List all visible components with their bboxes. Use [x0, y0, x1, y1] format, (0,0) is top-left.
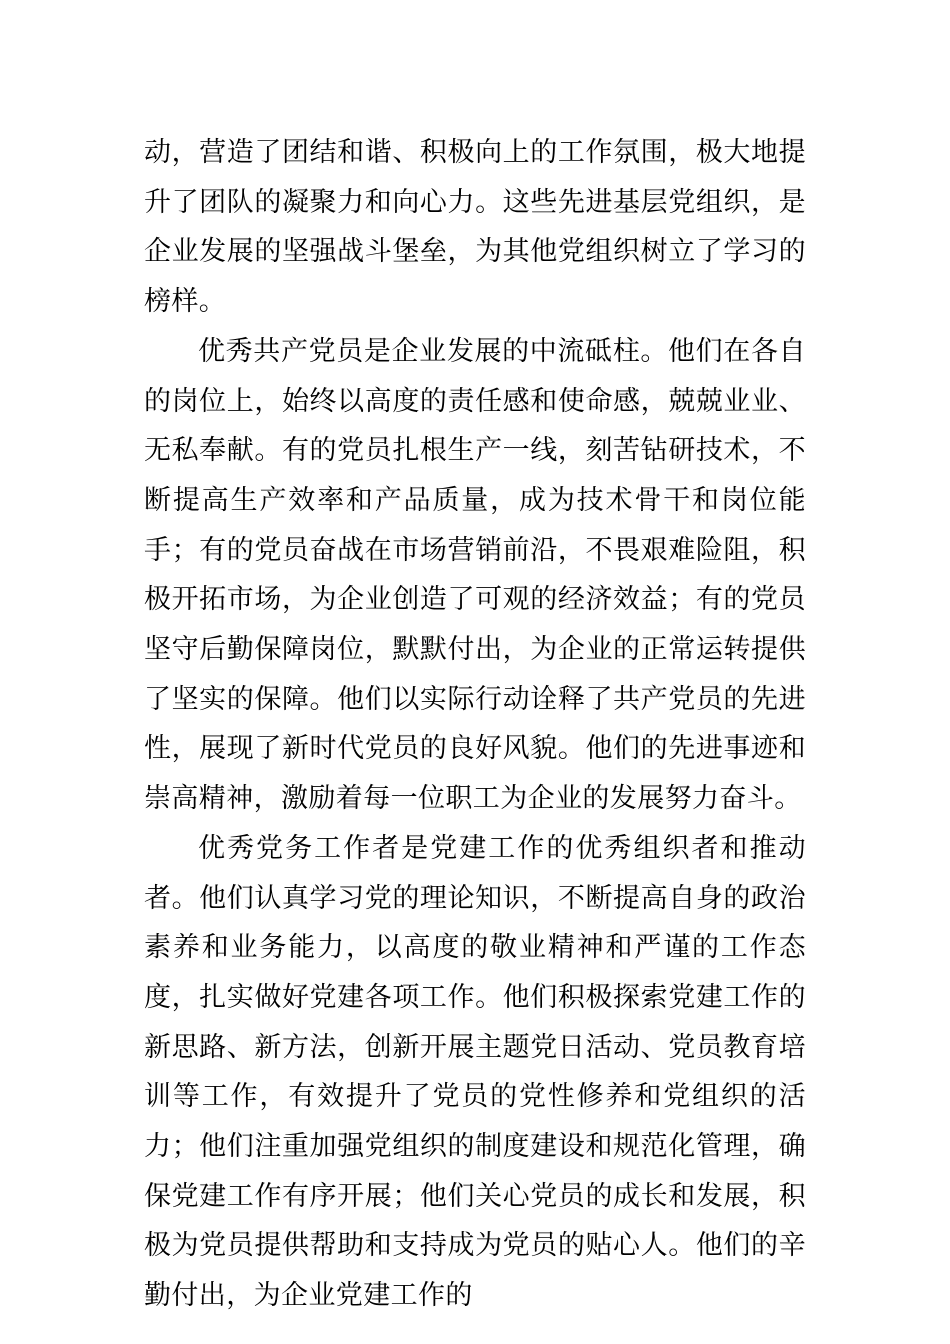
document-body: [144, 128, 806, 1321]
paragraph-outstanding-party-members: 优秀共产党员是企业发展的中流砥柱。他们在各自的岗位上，始终以高度的责任感和使命感，兢兢业业、无私奉献。有的党员扎根生产一线，刻苦钻研技术，不断提高生产效率和产品质量，成为技术骨干和岗位能手；有的党员奋战在市场营销前沿，不畏艰难险阻，积极开拓市场，为企业创造了可观的经济效益；有的党员坚守后勤保障岗位，默默付出，为企业的正常运转提供了坚实的保障。他们以实际行动诠释了共产党员的先进性，展现了新时代党员的良好风貌。他们的先进事迹和崇高精神，激励着每一位职工为企业的发展努力奋斗。: [144, 335, 806, 815]
paragraph-outstanding-party-workers: 优秀党务工作者是党建工作的优秀组织者和推动者。他们认真学习党的理论知识，不断提高自身的政治素养和业务能力，以高度的敬业精神和严谨的工作态度，扎实做好党建各项工作。他们积极探索党建工作的新思路、新方法，创新开展主题党日活动、党员教育培训等工作，有效提升了党员的党性修养和党组织的活力；他们注重加强党组织的制度建设和规范化管理，确保党建工作有序开展；他们关心党员的成长和发展，积极为党员提供帮助和支持成为党员的贴心人。他们的辛勤付出，为企业党建工作的: [144, 832, 806, 1312]
paragraph-continuation: 动，营造了团结和谐、积极向上的工作氛围，极大地提升了团队的凝聚力和向心力。这些先进基层党组织，是企业发展的坚强战斗堡垒，为其他党组织树立了学习的榜样。: [144, 137, 806, 318]
